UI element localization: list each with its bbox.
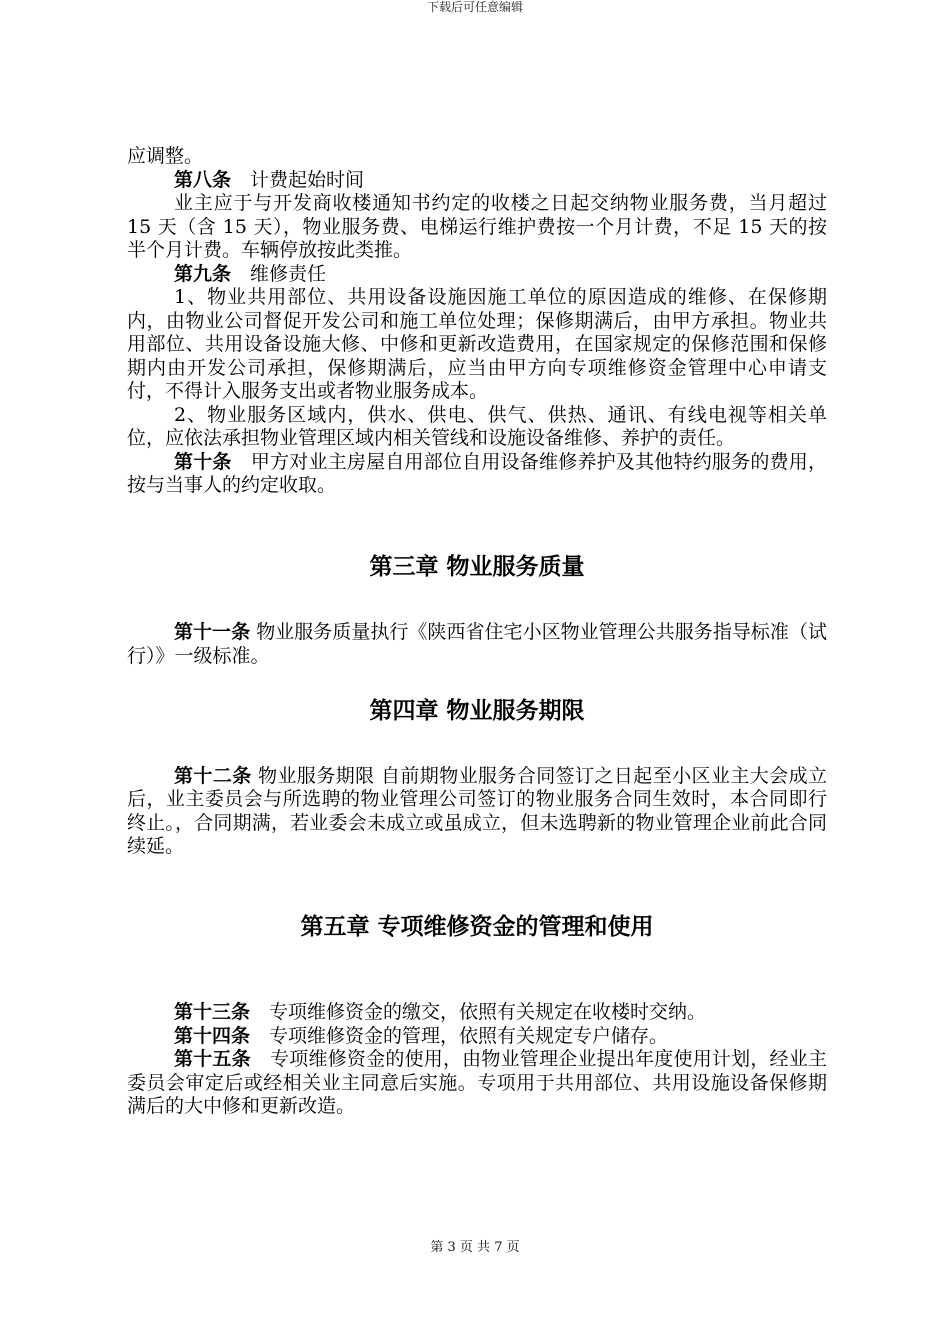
article-9-title: 第九条	[174, 262, 232, 285]
chapter-5-title: 第五章 专项维修资金的管理和使用	[300, 913, 654, 940]
article-14-title: 第十四条	[174, 1024, 251, 1047]
chapter-3-title: 第三章 物业服务质量	[369, 553, 585, 580]
article-12-title: 第十二条	[174, 764, 252, 787]
page-header: 下载后可任意编辑	[426, 0, 523, 14]
article-9-heading-text: 维修责任	[250, 262, 327, 285]
article-12-text: 物业服务期限 自前期物业服务合同签订之日起至小区业主大会成立后，业主委员会与所选聘的物业管理公司签订的物业服务合同生效时，本合同即行终止。，合同期满，若业委会未成立或虽成立，但未选聘新的物业管理企业前此合同续延。	[127, 764, 827, 857]
article-8-heading-text: 计费起始时间	[250, 168, 365, 191]
article-11-title: 第十一条	[174, 621, 251, 643]
article-14-text: 专项维修资金的管理，依照有关规定专户储存。	[269, 1024, 669, 1047]
article-15	[127, 1048, 827, 1119]
article-13-title: 第十三条	[174, 1001, 251, 1023]
article-8-title: 第八条	[174, 168, 232, 191]
article-8-heading	[127, 169, 827, 193]
article-13-text: 专项维修资金的缴交，依照有关规定在收楼时交纳。	[269, 1001, 707, 1023]
article-9-item-1: 1、物业共用部位、共用设备设施因施工单位的原因造成的维修、在保修期内，由物业公司督促开发公司和施工单位处理；保修期满后，由甲方承担。物业共用部位、共用设备设施大修、中修和更新改造费用，在国家规定的保修范围和保修期内由开发公司承担，保修期满后，应当由甲方向专项维修资金管理中心申请支付，不得计入服务支出或者物业服务成本。	[127, 286, 827, 402]
paragraph-continuation: 应调整。	[127, 145, 204, 167]
article-8-body: 业主应于与开发商收楼通知书约定的收楼之日起交纳物业服务费，当月超过 15 天（含 15 天），物业服务费、电梯运行维护费按一个月计费，不足 15 天的按半个月计费。车辆停放按此类推。	[127, 192, 827, 261]
article-15-text: 专项维修资金的使用，由物业管理企业提出年度使用计划，经业主委员会审定后或经相关业主同意后实施。专项用于共用部位、共用设施设备保修期满后的大中修和更新改造。	[127, 1048, 827, 1117]
article-11	[127, 621, 827, 668]
article-11-text: 物业服务质量执行《陕西省住宅小区物业管理公共服务指导标准（试行）》一级标准。	[127, 621, 827, 667]
document-body	[127, 145, 827, 1119]
article-10-title: 第十条	[174, 450, 232, 473]
article-15-title: 第十五条	[174, 1048, 251, 1070]
article-13	[127, 1001, 827, 1025]
article-12	[127, 765, 827, 859]
article-9-heading	[127, 263, 827, 287]
article-9-item-2: 2、物业服务区域内，供水、供电、供气、供热、通讯、有线电视等相关单位，应依法承担物业管理区域内相关管线和设施设备维修、养护的责任。	[127, 403, 827, 449]
page-footer: 第 3 页 共 7 页	[430, 1240, 520, 1255]
article-10-text: 甲方对业主房屋自用部位自用设备维修养护及其他特约服务的费用，按与当事人的约定收取。	[127, 450, 827, 496]
article-10	[127, 451, 827, 498]
chapter-4-title: 第四章 物业服务期限	[369, 698, 585, 724]
article-14	[127, 1025, 827, 1049]
